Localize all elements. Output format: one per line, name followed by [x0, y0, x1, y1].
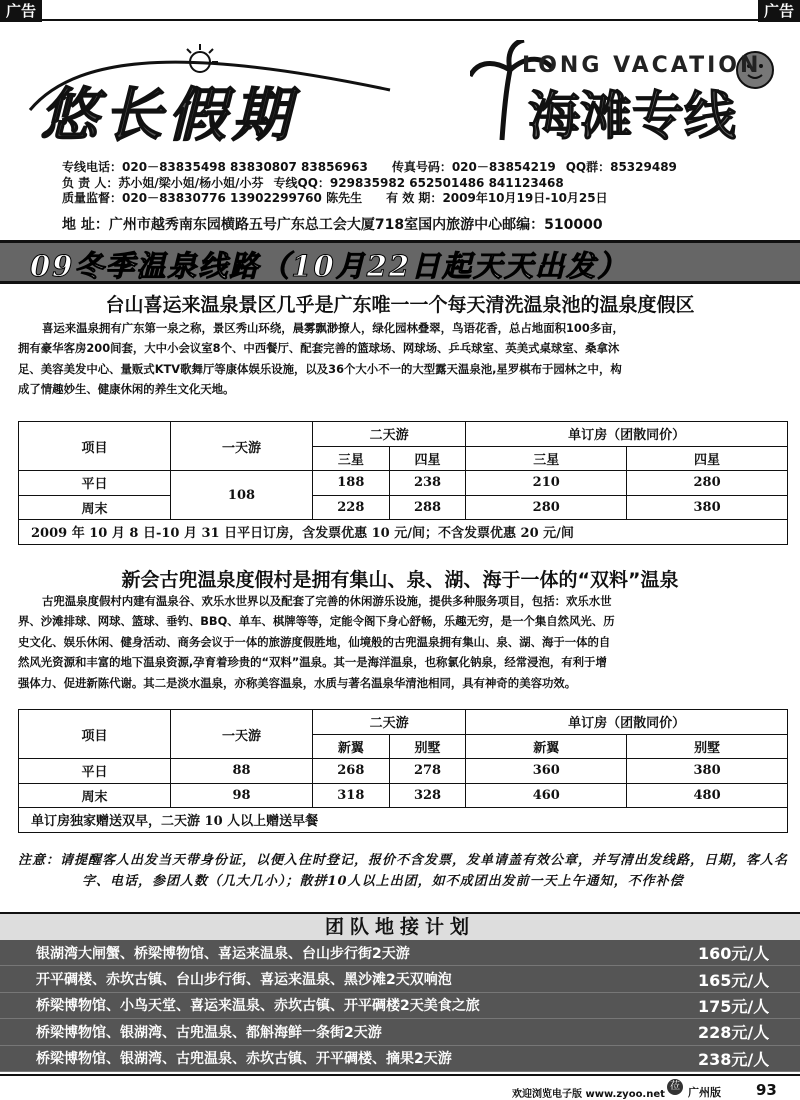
brand-logo-left	[20, 40, 410, 150]
season-banner	[0, 240, 800, 284]
price-cell: 238	[389, 471, 466, 496]
section1-description	[18, 318, 788, 400]
qq-group-label: QQ群：	[565, 160, 611, 174]
list-item	[0, 1046, 800, 1072]
price-cell: 288	[389, 495, 466, 520]
route-price: 238元/人	[698, 1049, 770, 1069]
price-cell: 318	[313, 783, 390, 808]
booking-notes: 注意：请提醒客人出发当天带身份证，以便入住时登记，报价不含发票，发单请盖有效公章，并写清出发线路，日期，客人名字、电话，参团人数（几大几小）；散拼10人以上出团，如不成团出发前一天上午通知，不作补偿	[18, 853, 789, 889]
header-two-day: 二天游	[313, 422, 466, 447]
price-cell: 380	[627, 495, 788, 520]
address-text: 广州市越秀南东园横路五号广东总工会大厦718室国内旅游中心	[108, 217, 503, 233]
phone-label: 专线电话：	[62, 160, 123, 174]
list-item	[0, 993, 800, 1019]
valid-period: 2009年10月19日-10月25日	[442, 191, 608, 205]
brand-logo-right	[470, 40, 790, 150]
section1-price-table	[18, 421, 788, 545]
section2-line: 界、沙滩排球、网球、篮球、垂钓、BBQ、单车、棋牌等等，定能令阁下身心舒畅，乐趣无穷，是一个集自然风光、历	[18, 614, 615, 629]
fax-number: 020－83854219	[451, 160, 556, 174]
price-cell: 228	[313, 495, 390, 520]
table-note: 单订房独家赠送双早，二天游 10 人以上赠送早餐	[19, 808, 788, 833]
section1-title: 台山喜运来温泉景区几乎是广东唯一一个每天清洗温泉池的温泉度假区	[105, 294, 695, 316]
staff-names: 苏小姐/梁小姐/杨小姐/小芬	[118, 175, 264, 190]
route-name: 桥梁博物馆、银湖湾、古兜温泉、都斛海鲜一条街2天游	[36, 1024, 382, 1041]
header-room: 单订房（团散同价）	[466, 710, 788, 735]
section1-line: 喜运来温泉拥有广东第一泉之称，景区秀山环绕，晨雾飘渺撩人，绿化园林叠翠，鸟语花香，总占地面积100多亩，	[42, 321, 624, 335]
price-cell: 280	[627, 471, 788, 496]
price-cell: 328	[389, 783, 466, 808]
postcode-label: 邮编：	[502, 217, 545, 233]
supervisor-label: 质量监督：	[62, 191, 123, 205]
price-cell: 88	[171, 759, 313, 784]
route-name: 开平碉楼、赤坎古镇、台山步行街、喜运来温泉、黑沙滩2天双响泡	[36, 972, 452, 989]
price-cell: 380	[627, 759, 788, 784]
brand-line-cn: 海滩专线	[528, 87, 737, 147]
phone-numbers: 020－83835498 83830807 83856963	[122, 160, 368, 174]
price-cell: 280	[466, 495, 627, 520]
header-sub: 新翼	[466, 734, 627, 759]
banner-title: 09冬季温泉线路（10月22日起天天出发）	[30, 249, 629, 283]
contact-row-phone	[62, 160, 792, 176]
price-cell: 278	[389, 759, 466, 784]
route-price: 228元/人	[698, 1023, 770, 1043]
section2-line: 史文化、娱乐休闲、健身活动、商务会议于一体的旅游度假胜地，仙境般的古兜温泉拥有集山、泉、湖、海于一体的自	[18, 634, 611, 649]
footer-edition: 广州版	[688, 1086, 721, 1099]
page-number: 93	[756, 1081, 777, 1099]
top-divider	[0, 19, 800, 21]
qq-group-number: 85329489	[610, 160, 677, 174]
header-sub: 新翼	[313, 734, 390, 759]
section1-line: 成了情趣妙生、健康休闲的养生文化天地。	[18, 382, 235, 397]
contact-row-supervisor	[62, 191, 792, 207]
route-name: 桥梁博物馆、小鸟天堂、喜运来温泉、赤坎古镇、开平碉楼2天美食之旅	[36, 998, 480, 1015]
table-row	[19, 759, 788, 784]
postcode: 510000	[544, 217, 603, 233]
table-note: 2009 年 10 月 8 日-10 月 31 日平日订房，含发票优惠 10 元/间；不含发票优惠 20 元/间	[19, 520, 788, 545]
section1-line: 足、美容美发中心、量贩式KTV歌舞厅等康体娱乐设施，以及36个大小不一的大型露天温泉池,星罗棋布于园林之中，构	[18, 361, 622, 376]
section2-description	[18, 591, 788, 693]
group-plan-list	[0, 940, 800, 1072]
header-sub: 别墅	[627, 734, 788, 759]
section1-line: 拥有豪华客房200间套，大中小会议室8个、中西餐厅、配套完善的篮球场、网球场、乒乓球室、英美式桌球室、桑拿沐	[18, 341, 620, 356]
header-two-day: 二天游	[313, 710, 466, 735]
zyoo-badge-icon: 莅	[667, 1079, 683, 1095]
header-sub: 四星	[627, 446, 788, 471]
list-item	[0, 1019, 800, 1045]
price-cell: 268	[313, 759, 390, 784]
ad-tag-right: 广告	[758, 0, 800, 22]
brand-name-cn: 悠长假期	[40, 81, 297, 149]
section2-line: 强体力、促进新陈代谢。其二是淡水温泉，亦称美容温泉，水质与著名温泉华清池相同，具有神奇的美容功效。	[18, 675, 577, 690]
header-day-trip: 一天游	[171, 710, 313, 759]
table-row	[19, 783, 788, 808]
table-row	[19, 471, 788, 496]
ad-tag-left: 广告	[0, 0, 42, 22]
row-label: 平日	[19, 471, 171, 496]
header-sub: 三星	[466, 446, 627, 471]
valid-label: 有 效 期：	[386, 191, 443, 205]
route-name: 银湖湾大闸蟹、桥梁博物馆、喜运来温泉、台山步行街2天游	[36, 945, 410, 962]
route-name: 桥梁博物馆、银湖湾、古兜温泉、赤坎古镇、开平碉楼、摘果2天游	[36, 1051, 452, 1068]
sun-icon	[182, 44, 218, 72]
day-trip-price: 108	[171, 471, 313, 520]
row-label: 周末	[19, 495, 171, 520]
header-sub: 别墅	[389, 734, 466, 759]
group-plan-header	[0, 912, 800, 940]
qq-label: 专线QQ：	[273, 175, 330, 190]
supervisor-numbers: 020－83830776 13902299760 陈先生	[122, 191, 363, 205]
price-cell: 480	[627, 783, 788, 808]
price-cell: 460	[466, 783, 627, 808]
price-cell: 360	[466, 759, 627, 784]
header-sub: 四星	[389, 446, 466, 471]
price-cell: 210	[466, 471, 627, 496]
section2-price-table	[18, 709, 788, 833]
route-price: 165元/人	[698, 970, 770, 990]
list-item	[0, 940, 800, 966]
route-price: 175元/人	[698, 996, 770, 1016]
header-item: 项目	[19, 422, 171, 471]
footer-website-link[interactable]: 欢迎浏览电子版 www.zyoo.net	[512, 1089, 665, 1100]
price-cell: 188	[313, 471, 390, 496]
header-sub: 三星	[313, 446, 390, 471]
section2-line: 古兜温泉度假村内建有温泉谷、欢乐水世界以及配套了完善的休闲游乐设施，提供多种服务项目，包括：欢乐水世	[42, 594, 612, 608]
table-row	[19, 495, 788, 520]
page-footer	[0, 1074, 800, 1100]
row-label: 周末	[19, 783, 171, 808]
row-label: 平日	[19, 759, 171, 784]
price-cell: 98	[171, 783, 313, 808]
header-room: 单订房（团散同价）	[466, 422, 788, 447]
contact-row-staff	[62, 176, 792, 192]
staff-label: 负 责 人：	[62, 175, 119, 190]
list-item	[0, 966, 800, 992]
contact-block	[62, 160, 792, 207]
section2-title: 新会古兜温泉度假村是拥有集山、泉、湖、海于一体的“双料”温泉	[121, 569, 679, 591]
route-price: 160元/人	[698, 944, 770, 964]
group-plan-title: 团队地接计划	[324, 916, 475, 938]
fax-label: 传真号码：	[391, 160, 452, 174]
section2-line: 然风光资源和丰富的地下温泉资源,孕育着珍贵的“双料”温泉。其一是海洋温泉，也称氯化钠泉，经常浸泡，有利于增	[18, 655, 607, 670]
header-day-trip: 一天游	[171, 422, 313, 471]
qq-numbers: 929835982 652501486 841123468	[329, 175, 564, 190]
address-line	[62, 214, 603, 234]
address-label: 地 址：	[62, 217, 109, 233]
brand-name-en: LONG VACATION	[522, 53, 762, 78]
header-item: 项目	[19, 710, 171, 759]
